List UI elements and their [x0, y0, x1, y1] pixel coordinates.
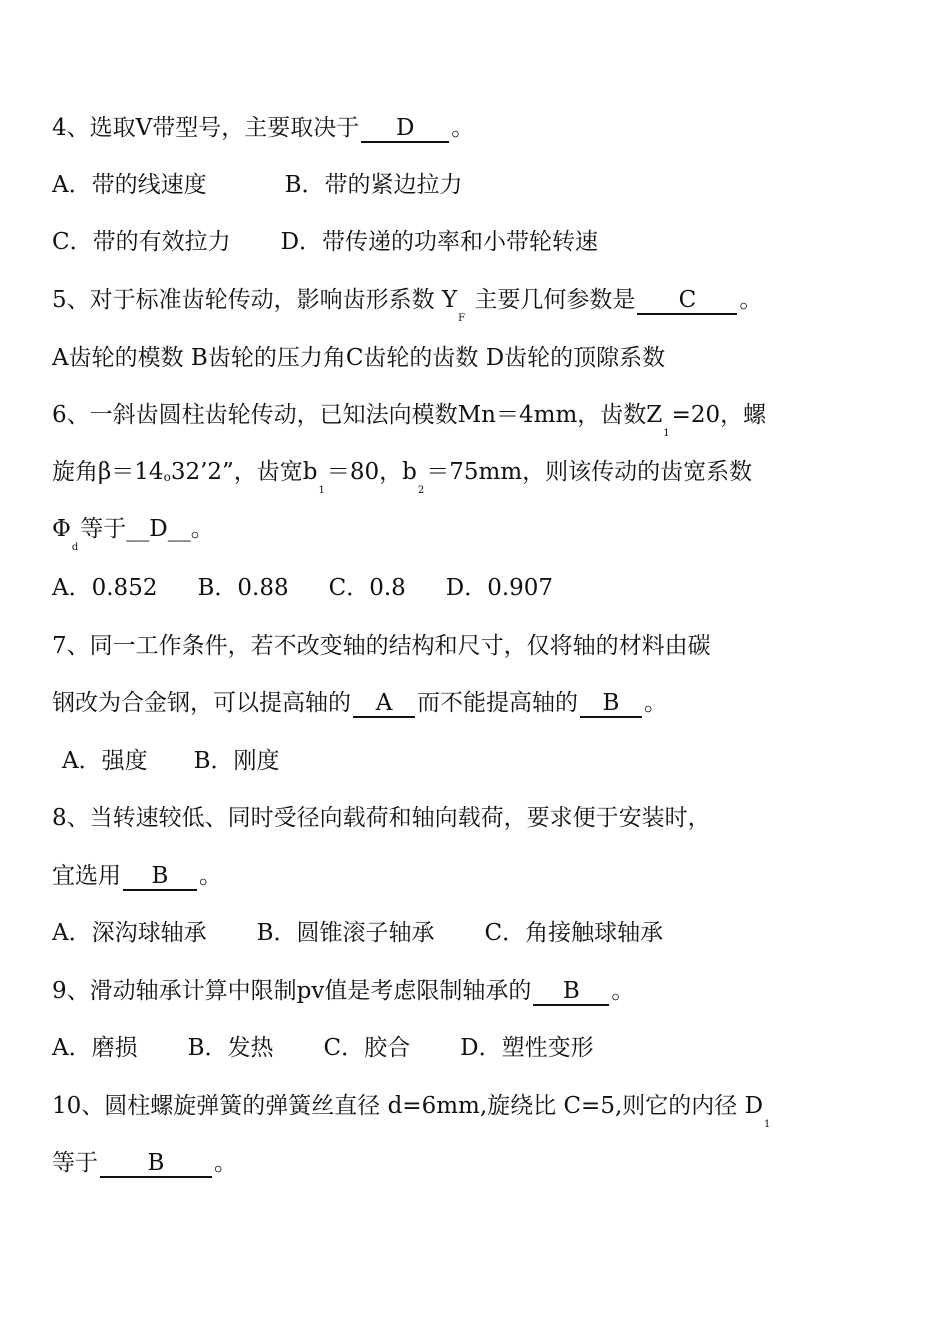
q6-option-d: D．0.907: [445, 575, 554, 601]
q9-stem: 9、滑动轴承计算中限制pv值是考虑限制轴承的: [52, 978, 532, 1004]
q8-option-b: B．圆锥滚子轴承: [256, 920, 435, 946]
q5-end: 。: [739, 287, 763, 313]
q6-text-2d: ＝75mm，则该传动的齿宽系数: [426, 459, 753, 485]
q6-options: [52, 573, 553, 603]
q5-stem-line: [52, 285, 763, 324]
q4-option-c: C．带的有效拉力: [52, 229, 231, 255]
q6-text-2c: ＝80，b: [326, 459, 417, 485]
q6-line-3: [52, 514, 214, 553]
q6-phi: Φ: [52, 516, 71, 542]
q4-stem: 4、选取V带型号，主要取决于: [52, 115, 360, 141]
q5-answer-blank[interactable]: C: [637, 287, 737, 315]
q9-option-a: A．磨损: [52, 1035, 138, 1061]
q8-options: [52, 918, 663, 948]
q7-answer-blank-1[interactable]: A: [353, 690, 415, 718]
q6-text-2a: 旋角β＝14: [52, 459, 164, 485]
q7-text-2a: 钢改为合金钢，可以提高轴的: [52, 690, 351, 716]
q10-end: 。: [214, 1150, 237, 1176]
q9-option-d: D．塑性变形: [460, 1035, 594, 1061]
q7-option-a: A．强度: [62, 748, 148, 774]
q4-stem-line: [52, 113, 474, 143]
q5-stem: 5、对于标准齿轮传动，影响齿形系数 Y: [52, 287, 458, 313]
q10-line-2: [52, 1148, 237, 1178]
q5-sub-f: F: [458, 313, 466, 324]
q6-degree-mark: o: [163, 470, 171, 484]
q7-end: 。: [644, 690, 667, 716]
q6-option-b: B．0.88: [197, 575, 289, 601]
q8-line-1: [52, 803, 711, 833]
q8-option-c: C．角接触球轴承: [484, 920, 664, 946]
q9-option-b: B．发热: [187, 1035, 274, 1061]
q7-line-2: [52, 688, 667, 718]
q7-option-b: B．刚度: [193, 748, 280, 774]
q10-sub-d1: 1: [764, 1119, 771, 1130]
q6-sub-b2: 2: [417, 485, 425, 496]
q8-text-1: 8、当转速较低、同时受径向载荷和轴向载荷，要求便于安装时，: [52, 805, 711, 831]
q4-answer-blank[interactable]: D: [361, 115, 449, 143]
q6-option-a: A．0.852: [52, 575, 158, 601]
q7-options: [62, 746, 280, 776]
q9-options: [52, 1033, 594, 1063]
q8-answer-blank[interactable]: B: [123, 863, 197, 891]
q6-text-2b: 32’2”，齿宽b: [170, 459, 318, 485]
q9-stem-line: [52, 976, 634, 1006]
q10-text-2a: 等于: [52, 1150, 98, 1176]
q5-stem-2: 主要几何参数是: [467, 287, 636, 313]
q8-end: 。: [199, 863, 222, 889]
q6-line-1: [52, 400, 767, 439]
q9-option-c: C．胶合: [323, 1035, 411, 1061]
q8-option-a: A．深沟球轴承: [52, 920, 207, 946]
q6-line-2: [52, 457, 753, 496]
q6-text-1b: =20，螺: [671, 402, 767, 428]
q4-options-1: [52, 170, 463, 200]
q4-option-d: D．带传递的功率和小带轮转速: [280, 229, 599, 255]
q6-sub-z1: 1: [663, 428, 670, 439]
q6-text-1a: 6、一斜齿圆柱齿轮传动，已知法向模数Mn＝4mm，齿数Z: [52, 402, 663, 428]
q8-text-2a: 宜选用: [52, 863, 121, 889]
q5-options-text: A齿轮的模数 B齿轮的压力角C齿轮的齿数 D齿轮的顶隙系数: [52, 345, 666, 371]
q7-line-1: [52, 631, 711, 661]
q7-text-2b: 而不能提高轴的: [417, 690, 578, 716]
q5-options: [52, 343, 665, 373]
q7-answer-blank-2[interactable]: B: [580, 690, 642, 718]
q7-text-1: 7、同一工作条件，若不改变轴的结构和尺寸，仅将轴的材料由碳: [52, 633, 711, 659]
q4-end: 。: [451, 115, 475, 141]
q6-sub-d: d: [71, 542, 79, 553]
q10-text-1a: 10、圆柱螺旋弹簧的弹簧丝直径 d=6mm,旋绕比 C=5,则它的内径 D: [52, 1093, 764, 1119]
q6-option-c: C．0.8: [328, 575, 406, 601]
q10-answer-blank[interactable]: B: [100, 1150, 212, 1178]
q4-options-2: [52, 227, 598, 257]
q6-sub-b1: 1: [318, 485, 325, 496]
q8-line-2: [52, 861, 222, 891]
q6-text-3b: 等于__D__。: [80, 516, 214, 542]
q4-option-b: B．带的紧边拉力: [284, 172, 463, 198]
q9-answer-blank[interactable]: B: [533, 978, 609, 1006]
q4-option-a: A．带的线速度: [52, 172, 207, 198]
q10-line-1: [52, 1091, 772, 1130]
q9-end: 。: [611, 978, 635, 1004]
